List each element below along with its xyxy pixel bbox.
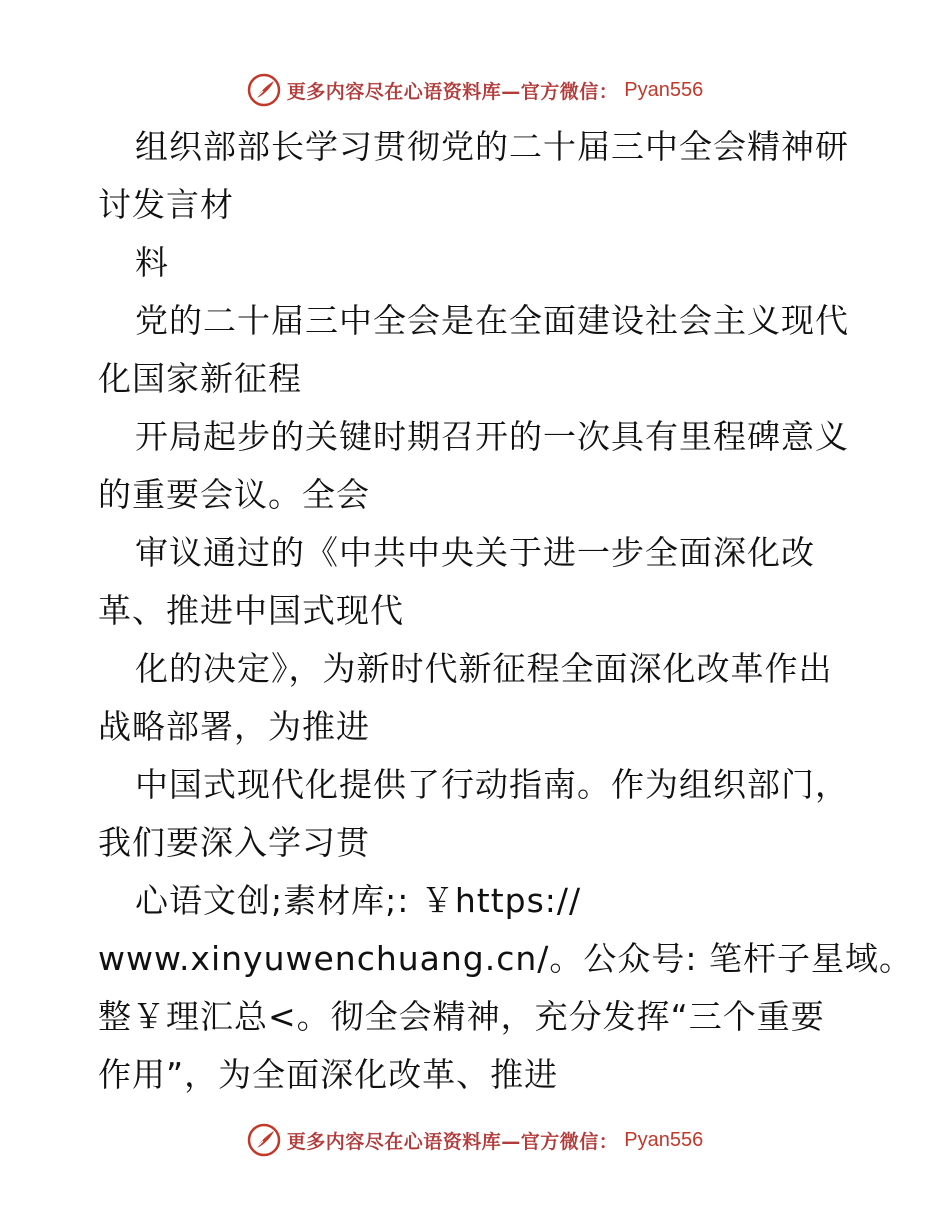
footer-watermark xyxy=(0,1120,950,1160)
document-body xyxy=(98,118,914,1104)
feather-pen-logo-icon xyxy=(247,1123,281,1157)
watermark-text: 更多内容尽在心语资料库—官方微信： xyxy=(286,80,619,103)
feather-pen-logo-icon xyxy=(247,73,281,107)
document-line: 我们要深入学习贯 xyxy=(98,823,370,862)
document-line: 心语文创;素材库;: ￥https:// xyxy=(135,881,582,920)
document-line: 化的决定》，为新时代新征程全面深化改革作出 xyxy=(135,649,833,688)
document-line: 革、推进中国式现代 xyxy=(98,591,404,630)
document-line: 组织部部长学习贯彻党的二十届三中全会精神研 xyxy=(135,127,849,166)
document-line: 的重要会议。全会 xyxy=(98,475,370,514)
document-line: 讨发言材 xyxy=(98,185,234,224)
document-line: www.xinyuwenchuang.cn/。公众号: 笔杆子星域。 xyxy=(98,939,914,978)
document-line: 作用”，为全面深化改革、推进 xyxy=(98,1055,559,1094)
watermark-wechat-id: Pyan556 xyxy=(624,1128,704,1151)
watermark-text: 更多内容尽在心语资料库—官方微信： xyxy=(286,1130,619,1153)
watermark-wechat-id: Pyan556 xyxy=(624,78,704,101)
document-line: 党的二十届三中全会是在全面建设社会主义现代 xyxy=(135,301,849,340)
document-line: 整￥理汇总<。彻全会精神，充分发挥“三个重要 xyxy=(98,997,825,1036)
document-line: 中国式现代化提供了行动指南。作为组织部门， xyxy=(135,765,849,804)
document-line: 战略部署，为推进 xyxy=(98,707,370,746)
document-line: 化国家新征程 xyxy=(98,359,302,398)
header-watermark xyxy=(0,70,950,110)
document-line: 审议通过的《中共中央关于进一步全面深化改 xyxy=(135,533,815,572)
document-line: 料 xyxy=(135,243,169,282)
document-line: 开局起步的关键时期召开的一次具有里程碑意义 xyxy=(135,417,849,456)
